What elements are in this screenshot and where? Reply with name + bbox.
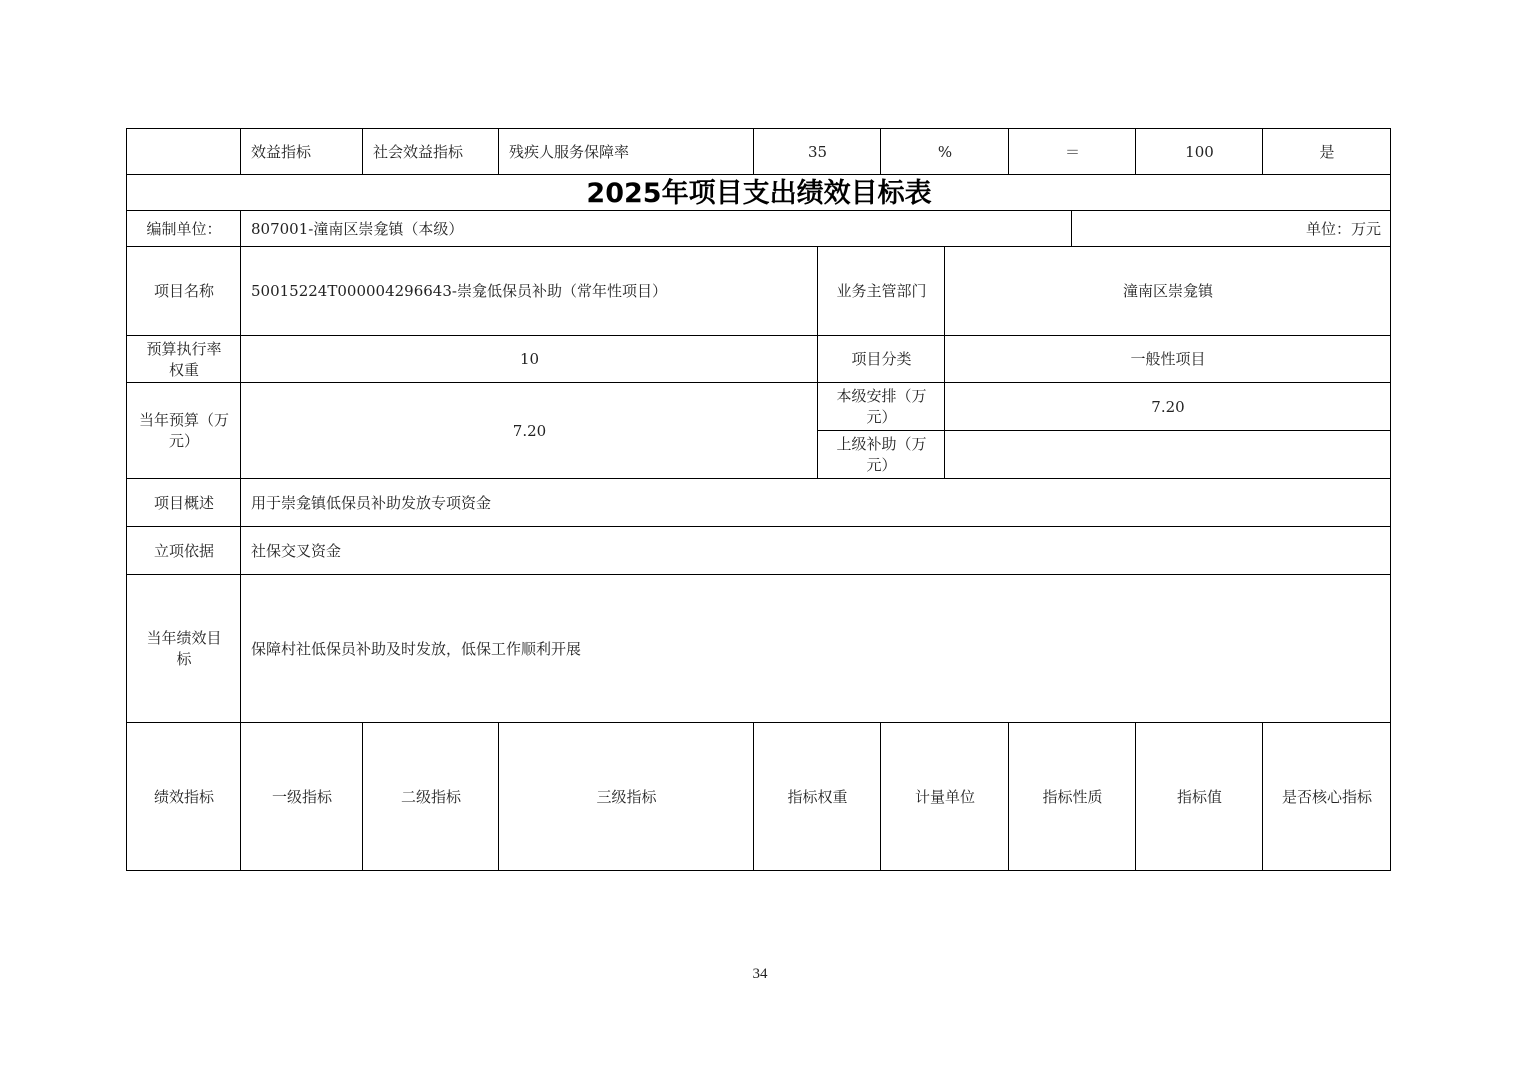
- exec-rate-value: 10: [519, 350, 540, 368]
- table-border-line: [240, 128, 241, 175]
- top-row-core: 是: [1319, 142, 1335, 161]
- table-border-line: [817, 246, 818, 479]
- indicator-header-col1: 一级指标: [271, 787, 332, 806]
- project-name-label: 项目名称: [153, 282, 214, 300]
- indicator-header-col4: 指标权重: [787, 787, 848, 806]
- table-border-line: [126, 128, 1391, 129]
- budget-value: 7.20: [512, 421, 547, 440]
- overview-value: 用于崇龛镇低保员补助发放专项资金: [251, 493, 492, 512]
- top-row-level1: 效益指标: [251, 142, 312, 161]
- amount-unit: 单位：万元: [1305, 219, 1381, 238]
- basis-label: 立项依据: [153, 541, 214, 560]
- table-border-line: [1135, 722, 1136, 871]
- table-border-line: [1135, 128, 1136, 175]
- superior-value: [945, 431, 1391, 479]
- table-border-line: [1071, 210, 1072, 247]
- table-border-line: [880, 722, 881, 871]
- project-name-value: 50015224T000004296643-崇龛低保员补助（常年性项目）: [251, 282, 667, 300]
- table-border-line: [880, 128, 881, 175]
- indicator-header-col5: 计量单位: [914, 787, 975, 806]
- table-border-line: [126, 174, 1391, 175]
- dept-label: 业务主管部门: [836, 282, 927, 300]
- table-border-line: [126, 382, 1391, 383]
- top-row-value: 100: [1185, 142, 1214, 161]
- table-border-line: [126, 210, 1391, 211]
- indicator-header-col3: 三级指标: [596, 787, 657, 806]
- table-border-line: [753, 722, 754, 871]
- table-border-line: [126, 335, 1391, 336]
- table-border-line: [1008, 128, 1009, 175]
- table-border-line: [126, 722, 1391, 723]
- indicator-header-col7: 指标值: [1176, 787, 1222, 806]
- basis-value: 社保交叉资金: [251, 541, 342, 560]
- table-border-line: [126, 526, 1391, 527]
- overview-label: 项目概述: [153, 493, 214, 512]
- prep-unit-value: 807001-潼南区崇龛镇（本级）: [251, 219, 464, 238]
- table-border-line: [362, 128, 363, 175]
- goal-value: 保障村社低保员补助及时发放，低保工作顺利开展: [251, 639, 582, 658]
- category-label: 项目分类: [851, 350, 912, 368]
- indicator-header-col8: 是否核心指标: [1281, 787, 1372, 806]
- dept-value: 潼南区崇龛镇: [1122, 282, 1213, 300]
- exec-rate-label: 预算执行率权重: [146, 339, 222, 379]
- table-border-line: [818, 430, 1391, 431]
- local-value: 7.20: [1151, 397, 1185, 416]
- top-row-weight: 35: [807, 142, 828, 161]
- table-border-line: [1008, 722, 1009, 871]
- table-border-line: [126, 870, 1391, 871]
- table-border-line: [240, 210, 241, 871]
- table-border-line: [126, 478, 1391, 479]
- table-border-line: [126, 246, 1391, 247]
- page-title: 2025年项目支出绩效目标表: [586, 177, 932, 209]
- superior-label: 上级补助（万元）: [836, 435, 927, 474]
- table-border-line: [753, 128, 754, 175]
- indicator-header-col6: 指标性质: [1042, 787, 1103, 806]
- table-border-line: [1262, 128, 1263, 175]
- table-border-line: [362, 722, 363, 871]
- goal-label: 当年绩效目标: [146, 629, 222, 668]
- budget-label: 当年预算（万元）: [138, 411, 229, 450]
- category-value: 一般性项目: [1130, 350, 1206, 368]
- prep-unit-label: 编制单位：: [146, 219, 222, 238]
- table-border-line: [126, 128, 127, 871]
- top-row-level2: 社会效益指标: [373, 142, 464, 161]
- indicator-header-col2: 二级指标: [400, 787, 461, 806]
- table-border-line: [126, 574, 1391, 575]
- top-row-level3: 残疾人服务保障率: [509, 142, 630, 161]
- indicator-header-col0: 绩效指标: [153, 787, 214, 806]
- page-number: 34: [752, 966, 768, 982]
- table-border-line: [944, 246, 945, 479]
- table-border-line: [498, 722, 499, 871]
- table-border-line: [498, 128, 499, 175]
- top-row-nature: ＝: [1064, 142, 1080, 161]
- table-border-line: [1262, 722, 1263, 871]
- table-border-line: [1390, 128, 1391, 871]
- top-row-unit: %: [937, 142, 953, 161]
- local-label: 本级安排（万元）: [836, 387, 927, 426]
